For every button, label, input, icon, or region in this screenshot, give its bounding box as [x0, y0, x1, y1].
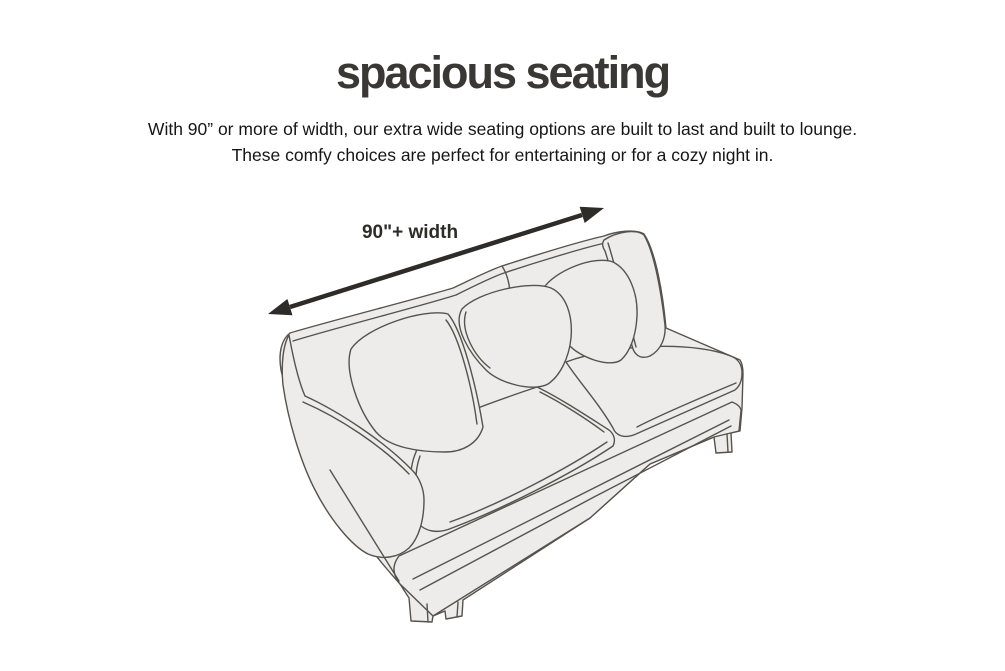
dimension-label: 90"+ width	[361, 222, 459, 243]
page-title: spacious seating	[335, 47, 670, 98]
intro-text	[0, 116, 1005, 168]
intro-line-1: With 90” or more of width, our extra wide seating options are built to last and built to lounge.	[147, 119, 858, 139]
sofa-foot-left	[427, 604, 428, 622]
arrow-head-left-icon	[268, 299, 293, 315]
sofa-foot-front	[457, 602, 458, 617]
arrow-head-right-icon	[580, 207, 604, 223]
intro-line-2: These comfy choices are perfect for entertaining or for a cozy night in.	[231, 145, 774, 165]
sofa-foot-right	[727, 434, 728, 452]
